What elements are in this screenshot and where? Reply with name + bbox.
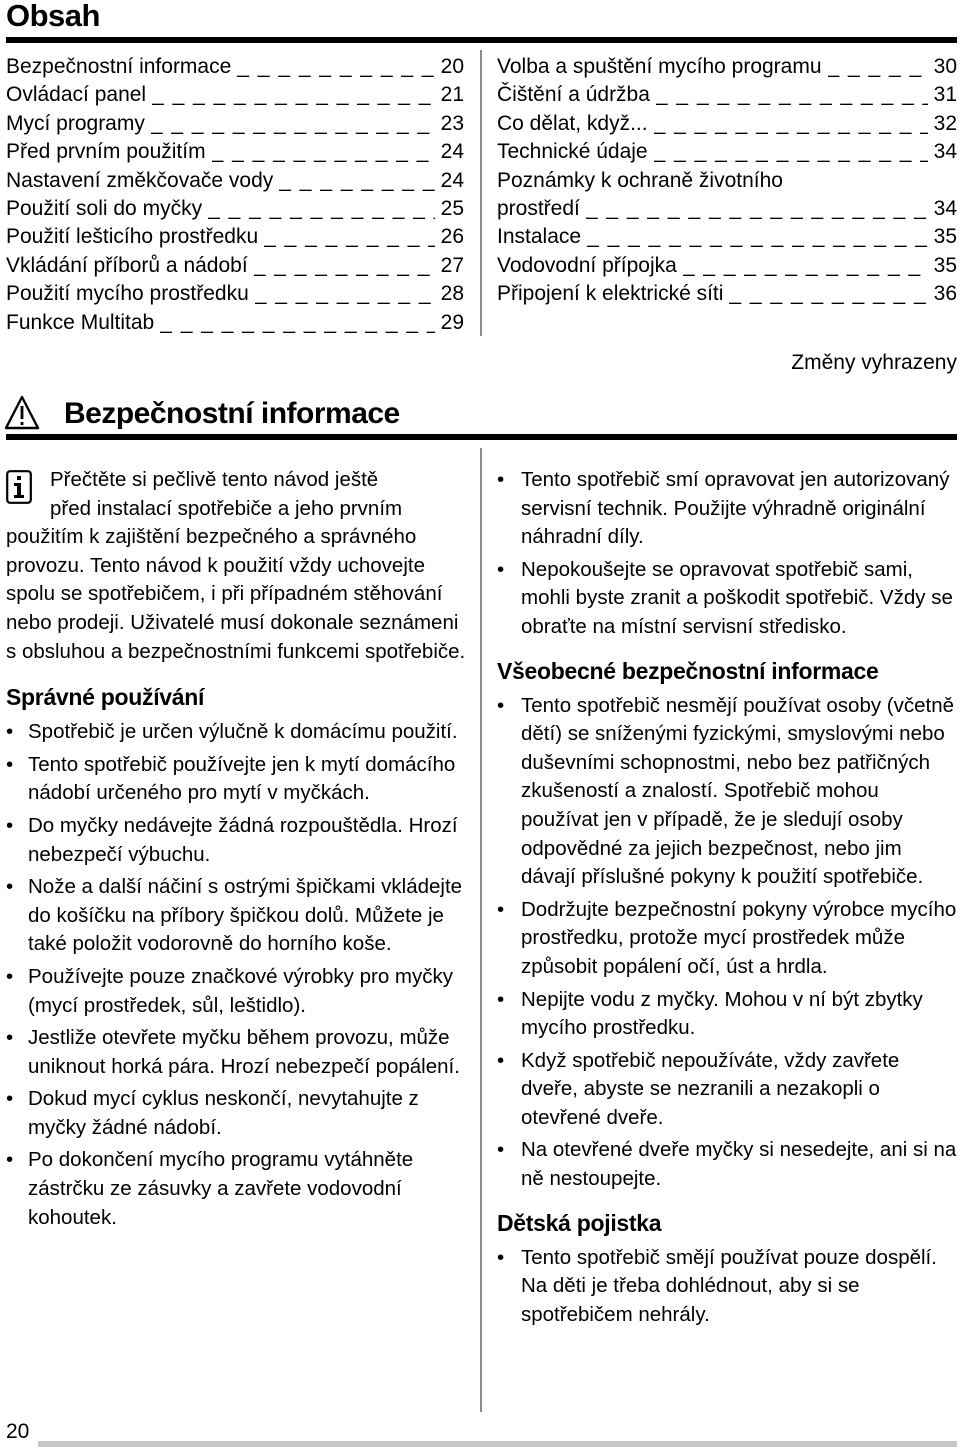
toc-entry-page: 35 — [933, 225, 957, 249]
toc-entry — [497, 53, 957, 81]
toc-leader — [208, 195, 435, 223]
toc-entry — [6, 309, 464, 337]
toc-entry-label: Ovládací panel — [6, 83, 147, 107]
toc-entry-page: 20 — [440, 55, 464, 78]
toc-entry — [497, 223, 957, 251]
toc-entry-page: 32 — [933, 111, 957, 135]
toc-entry — [6, 110, 464, 138]
list-item: • Dokud mycí cyklus neskončí, nevytahujte z myčky žádné nádobí. — [6, 1085, 468, 1142]
toc-right-column — [497, 53, 957, 309]
toc-leader — [264, 223, 435, 251]
toc-leader — [237, 53, 434, 81]
toc-entry-label: Co dělat, když... — [497, 111, 648, 135]
toc-entry-page: 35 — [933, 253, 957, 277]
page-title: Obsah — [6, 0, 100, 33]
list-item: • Nepokoušejte se opravovat spotřebič sami, mohli byste zranit a poškodit spotřebič. Vždy se obraťte na místní servisní středisko. — [497, 556, 959, 642]
list-item: • Tento spotřebič nesmějí používat osoby (včetně dětí) se sníženými fyzickými, smyslovými nebo duševními schopnostmi, nebo bez patřičných zkušeností a znalostí. Spotřebič mohou používat jen v případě, že je sledují osoby odpovědné za jejich bezpečnost, nebo jim dávají příslušné pokyny k použití spotřebiče. — [497, 692, 959, 892]
toc-leader — [254, 252, 435, 280]
section-rule — [6, 434, 957, 440]
toc-leader — [654, 138, 928, 166]
toc-entry — [6, 81, 464, 109]
list-item: • Na otevřené dveře myčky si nesedejte, ani si na ně nestoupejte. — [497, 1136, 959, 1193]
toc-leader — [151, 110, 435, 138]
toc-entry-page: 34 — [933, 197, 957, 221]
toc-entry — [497, 110, 957, 138]
toc-entry-label: Použití mycího prostředku — [6, 282, 249, 306]
general-safety-heading: Všeobecné bezpečnostní informace — [497, 657, 879, 684]
list-item: • Do myčky nedávejte žádná rozpouštědla. Hrozí nebezpečí výbuchu. — [6, 812, 468, 869]
toc-entry-label: Čištění a údržba — [497, 83, 650, 107]
toc-leader — [654, 110, 928, 138]
toc-entry-page: 34 — [933, 140, 957, 164]
title-rule — [6, 37, 957, 43]
toc-entry-page: 25 — [440, 197, 464, 221]
toc-entry — [6, 280, 464, 308]
toc-entry-label: Technické údaje — [497, 140, 648, 164]
list-item: • Tento spotřebič smí opravovat jen autorizovaný servisní technik. Použijte výhradně originální náhradní díly. — [497, 466, 959, 552]
left-column — [6, 466, 468, 1236]
list-item: • Spotřebič je určen výlučně k domácímu použití. — [6, 718, 468, 747]
toc-entry-label: Před prvním použitím — [6, 140, 206, 164]
section-title: Bezpečnostní informace — [64, 397, 400, 430]
general-safety-list — [497, 692, 959, 1194]
toc-entry — [497, 252, 957, 280]
toc-left-column — [6, 53, 464, 337]
toc-leader — [255, 280, 435, 308]
list-item: • Když spotřebič nepoužíváte, vždy zavřete dveře, abyste se nezranili a nezakopli o otevřené dveře. — [497, 1047, 959, 1133]
toc-entry-label: Vodovodní přípojka — [497, 253, 677, 277]
toc-entry-page: 27 — [440, 253, 464, 277]
toc-leader — [656, 81, 928, 109]
toc-leader — [279, 167, 434, 195]
toc-entry — [497, 167, 957, 195]
toc-entry — [497, 195, 957, 223]
toc-leader — [828, 53, 928, 81]
toc-entry-page: 28 — [440, 282, 464, 306]
toc-entry — [6, 167, 464, 195]
toc-entry-page: 23 — [440, 111, 464, 135]
toc-entry — [497, 81, 957, 109]
child-lock-heading: Dětská pojistka — [497, 1209, 662, 1236]
toc-entry-label: Mycí programy — [6, 111, 145, 135]
toc-entry-page: 30 — [933, 55, 957, 78]
toc-entry-page: 29 — [440, 310, 464, 334]
toc-entry — [6, 223, 464, 251]
toc-entry — [6, 195, 464, 223]
toc-entry-label: Použití lešticího prostředku — [6, 225, 259, 249]
changes-reserved-note: Změny vyhrazeny — [791, 351, 957, 374]
info-note — [6, 466, 468, 666]
correct-use-heading: Správné používání — [6, 684, 205, 711]
right-column — [497, 466, 959, 1333]
list-item: • Po dokončení mycího programu vytáhněte zástrčku ze zásuvky a zavřete vodovodní kohoutek. — [6, 1146, 468, 1232]
toc-entry-label: Bezpečnostní informace — [6, 55, 232, 78]
toc-entry-page: 24 — [440, 168, 464, 192]
toc-entry — [6, 53, 464, 81]
info-icon — [6, 470, 32, 504]
toc-entry — [6, 252, 464, 280]
list-item: • Používejte pouze značkové výrobky pro myčky (mycí prostředek, sůl, leštidlo). — [6, 963, 468, 1020]
toc-entry-label: Volba a spuštění mycího programu — [497, 55, 822, 78]
toc-leader — [587, 223, 928, 251]
toc-entry — [6, 138, 464, 166]
page-number: 20 — [6, 1420, 30, 1443]
list-item: • Jestliže otevřete myčku během provozu, může uniknout horká pára. Hrozí nebezpečí popálení. — [6, 1024, 468, 1081]
correct-use-list — [6, 718, 468, 1232]
list-item: • Nepijte vodu z myčky. Mohou v ní být zbytky mycího prostředku. — [497, 986, 959, 1043]
column-divider — [480, 448, 482, 1412]
toc-entry-label: Poznámky k ochraně životního — [497, 168, 783, 192]
toc-leader — [212, 138, 435, 166]
repair-list — [497, 466, 959, 642]
toc-entry-page: 24 — [440, 140, 464, 164]
bottom-rule — [38, 1441, 957, 1447]
toc-entry-page: 31 — [933, 83, 957, 107]
toc-entry-page: 36 — [933, 282, 957, 306]
toc-entry-label: Vkládání příborů a nádobí — [6, 253, 248, 277]
list-item: • Nože a další náčiní s ostrými špičkami vkládejte do košíčku na příbory špičkou dolů. Můžete je také položit vodorovně do horního koše. — [6, 873, 468, 959]
toc-entry-page: 26 — [440, 225, 464, 249]
toc-leader — [152, 81, 435, 109]
toc-entry-page: 21 — [440, 83, 464, 107]
toc-leader — [160, 309, 434, 337]
list-item: • Dodržujte bezpečnostní pokyny výrobce mycího prostředku, protože mycí prostředek může způsobit popálení očí, úst a hrdla. — [497, 896, 959, 982]
toc-leader — [729, 280, 927, 308]
toc-leader — [683, 252, 928, 280]
warning-icon — [4, 395, 40, 431]
toc-entry — [497, 280, 957, 308]
toc-divider — [480, 50, 482, 336]
toc-entry-label: Funkce Multitab — [6, 310, 155, 334]
toc-entry-label: prostředí — [497, 197, 580, 221]
toc-entry — [497, 138, 957, 166]
list-item: • Tento spotřebič používejte jen k mytí domácího nádobí určeného pro mytí v myčkách. — [6, 751, 468, 808]
toc-leader — [586, 195, 928, 223]
toc-entry-label: Instalace — [497, 225, 582, 249]
toc-entry-label: Použití soli do myčky — [6, 197, 203, 221]
toc-entry-label: Připojení k elektrické síti — [497, 282, 724, 306]
child-lock-list — [497, 1244, 959, 1330]
toc-entry-label: Nastavení změkčovače vody — [6, 168, 274, 192]
intro-first-line: Přečtěte si pečlivě tento návod ještě — [50, 468, 379, 491]
list-item: • Tento spotřebič smějí používat pouze dospělí. Na děti je třeba dohlédnout, aby si se spotřebičem nehrály. — [497, 1244, 959, 1330]
intro-rest: před instalací spotřebiče a jeho prvním použitím k zajištění bezpečného a správného provozu. Tento návod k použití vždy uchovejte spolu se spotřebičem, i při případném stěhování nebo prodeji. Uživatelé musí dokonale seznámeni s obsluhou a bezpečnostními funkcemi spotřebiče. — [6, 496, 466, 663]
